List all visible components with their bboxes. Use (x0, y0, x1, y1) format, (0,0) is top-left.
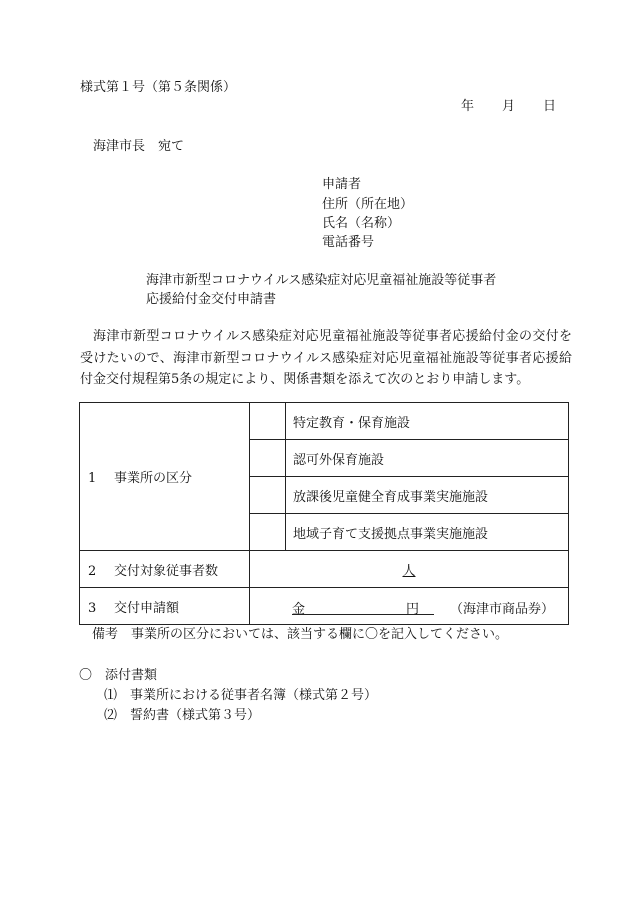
body-text: 海津市新型コロナウイルス感染症対応児童福祉施設等従事者応援給付金の交付を受けたいので、海津市新型コロナウイルス感染症対応児童福祉施設等従事者応援給付金交付規程第5条の規定により、関係書類を添えて次のとおり申請します。 (80, 329, 572, 387)
table-row (80, 588, 569, 625)
row-label: 交付申請額 (114, 600, 180, 616)
applicant-address: 住所（所在地） (322, 197, 414, 212)
remark: 備考 事業所の区分においては、該当する欄に〇を記入してください。 (92, 627, 509, 642)
facility-option: 認可外保育施設 (286, 440, 569, 477)
application-table (79, 402, 569, 625)
facility-check-cell[interactable] (250, 403, 286, 440)
row-number: 3 (88, 600, 97, 616)
addressee: 海津市長 宛て (93, 139, 185, 154)
amount-unit: 円 (406, 602, 420, 617)
attachment-item: ⑴ 事業所における従事者名簿（様式第２号） (104, 688, 378, 703)
amount-field[interactable] (250, 588, 569, 625)
document-title-line1: 海津市新型コロナウイルス感染症対応児童福祉施設等従事者 (146, 273, 497, 288)
attachment-item: ⑵ 誓約書（様式第３号） (104, 708, 261, 723)
worker-count-unit: 人 (402, 563, 416, 579)
amount-label (80, 588, 250, 625)
table-row (80, 403, 569, 440)
facility-check-cell[interactable] (250, 477, 286, 514)
amount-prefix: 金 (292, 602, 306, 617)
row-label: 事業所の区分 (114, 471, 193, 486)
row-label: 交付対象従事者数 (114, 563, 219, 579)
document-title-line2: 応援給付金交付申請書 (146, 292, 277, 307)
facility-option: 特定教育・保育施設 (286, 403, 569, 440)
attachments-heading: 〇 添付書類 (79, 668, 158, 683)
date-year: 年 (461, 99, 475, 114)
facility-option: 地域子育て支援拠点事業実施施設 (286, 514, 569, 551)
row-number: 1 (88, 471, 97, 486)
applicant-name: 氏名（名称） (322, 216, 401, 231)
applicant-phone: 電話番号 (322, 235, 375, 250)
body-paragraph (80, 326, 572, 391)
date-day: 日 (543, 99, 557, 114)
row-number: 2 (88, 563, 97, 579)
facility-option: 放課後児童健全育成事業実施施設 (286, 477, 569, 514)
amount-note: （海津市商品券） (450, 602, 555, 617)
facility-check-cell[interactable] (250, 514, 286, 551)
table-row (80, 551, 569, 588)
form-number: 様式第１号（第５条関係） (80, 80, 237, 95)
facility-type-label (80, 403, 250, 551)
date-month: 月 (502, 99, 516, 114)
worker-count-label (80, 551, 250, 588)
applicant-label: 申請者 (322, 177, 362, 192)
worker-count-field[interactable] (250, 551, 569, 588)
facility-check-cell[interactable] (250, 440, 286, 477)
